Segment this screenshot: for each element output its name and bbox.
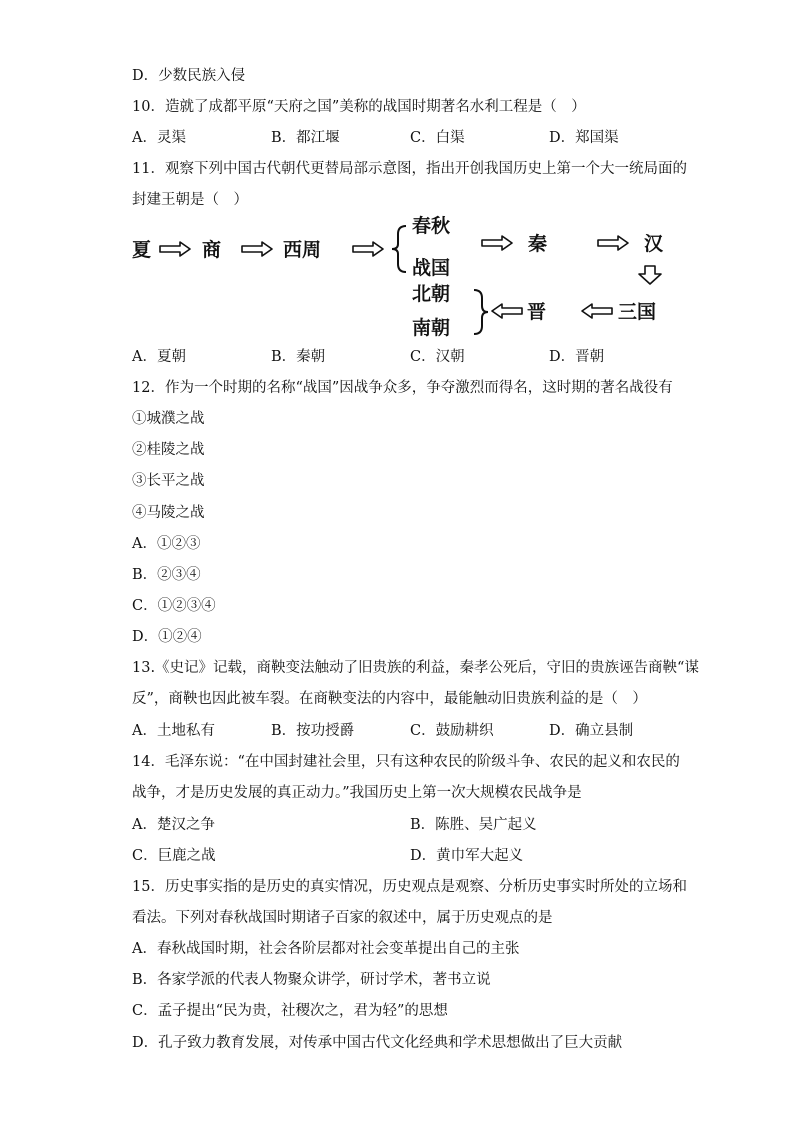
q14-stem-line1: 14．毛泽东说：“在中国封建社会里，只有这种农民的阶级斗争、农民的起义和农民的 (132, 754, 680, 770)
q12-option-b: B．②③④ (132, 567, 201, 583)
q13-stem-line1: 13.《史记》记载，商鞅变法触动了旧贵族的利益，秦孝公死后，守旧的贵族诬告商鞅“谋 (132, 660, 699, 676)
q12-item-3: ③长平之战 (132, 473, 205, 489)
q12-option-a: A．①②③ (132, 536, 201, 552)
q15-stem-line2: 看法。下列对春秋战国时期诸子百家的叙述中，属于历史观点的是 (132, 910, 553, 926)
q10-option-a: A．灵渠 (132, 130, 186, 146)
label-chunqiu: 春秋 (412, 215, 451, 237)
q10-stem: 10．造就了成都平原“天府之国”美称的战国时期著名水利工程是（ ） (132, 99, 586, 115)
q13-option-d: D．确立县制 (549, 723, 634, 739)
q12-option-d: D．①②④ (132, 629, 202, 645)
arrow-icon (353, 242, 383, 256)
q14-option-b: B．陈胜、吴广起义 (410, 817, 537, 833)
arrow-icon (242, 242, 272, 256)
label-sanguo: 三国 (618, 301, 657, 323)
q12-item-2: ②桂陵之战 (132, 442, 205, 458)
arrow-icon (582, 304, 612, 318)
down-arrow-icon (639, 266, 661, 284)
q15-option-b: B．各家学派的代表人物聚众讲学，研讨学术，著书立说 (132, 972, 491, 988)
q11-stem-line1: 11．观察下列中国古代朝代更替局部示意图，指出开创我国历史上第一个大一统局面的 (132, 161, 687, 177)
q11-stem-line2: 封建王朝是（ ） (132, 192, 248, 208)
q12-item-4: ④马陵之战 (132, 505, 205, 521)
label-han: 汉 (644, 233, 664, 255)
arrow-icon (598, 236, 628, 250)
label-nanchao: 南朝 (412, 317, 451, 339)
label-jin: 晋 (527, 301, 547, 323)
q13-stem-line2: 反”，商鞅也因此被车裂。在商鞅变法的内容中，最能触动旧贵族利益的是（ ） (132, 691, 647, 707)
arrow-icon (160, 242, 190, 256)
dynasty-diagram (130, 212, 690, 342)
q11-option-c: C．汉朝 (410, 349, 465, 365)
q13-option-a: A．土地私有 (132, 723, 215, 739)
q12-stem: 12．作为一个时期的名称“战国”因战争众多，争夺激烈而得名，这时期的著名战役有 (132, 380, 673, 396)
q11-option-a: A．夏朝 (132, 349, 186, 365)
q13-option-b: B．按功授爵 (271, 723, 355, 739)
brace-icon (392, 226, 406, 272)
q12-item-1: ①城濮之战 (132, 411, 205, 427)
label-shang: 商 (202, 239, 222, 261)
q14-option-a: A．楚汉之争 (132, 817, 215, 833)
q15-stem-line1: 15．历史事实指的是历史的真实情况，历史观点是观察、分析历史事实时所处的立场和 (132, 879, 687, 895)
label-beichao: 北朝 (412, 283, 451, 305)
label-qin: 秦 (528, 233, 548, 255)
q14-option-c: C．巨鹿之战 (132, 848, 216, 864)
q9-option-d: D．少数民族入侵 (132, 68, 246, 84)
q11-option-d: D．晋朝 (549, 349, 605, 365)
q10-option-d: D．郑国渠 (549, 130, 619, 146)
arrow-icon (482, 236, 512, 250)
q15-option-a: A．春秋战国时期，社会各阶层都对社会变革提出自己的主张 (132, 941, 520, 957)
q15-option-d: D．孔子致力教育发展，对传承中国古代文化经典和学术思想做出了巨大贡献 (132, 1035, 623, 1051)
q11-option-b: B．秦朝 (271, 349, 326, 365)
q14-option-d: D．黄巾军大起义 (410, 848, 524, 864)
q13-option-c: C．鼓励耕织 (410, 723, 494, 739)
label-xia: 夏 (132, 239, 152, 261)
label-xizhou: 西周 (283, 239, 322, 261)
q12-option-c: C．①②③④ (132, 598, 216, 614)
q10-option-b: B．都江堰 (271, 130, 340, 146)
arrow-icon (492, 304, 522, 318)
brace-icon (474, 290, 488, 334)
q10-option-c: C．白渠 (410, 130, 465, 146)
q14-stem-line2: 战争，才是历史发展的真正动力。”我国历史上第一次大规模农民战争是 (132, 785, 582, 801)
q15-option-c: C．孟子提出“民为贵，社稷次之，君为轻”的思想 (132, 1003, 448, 1019)
label-zhanguo: 战国 (412, 257, 451, 279)
